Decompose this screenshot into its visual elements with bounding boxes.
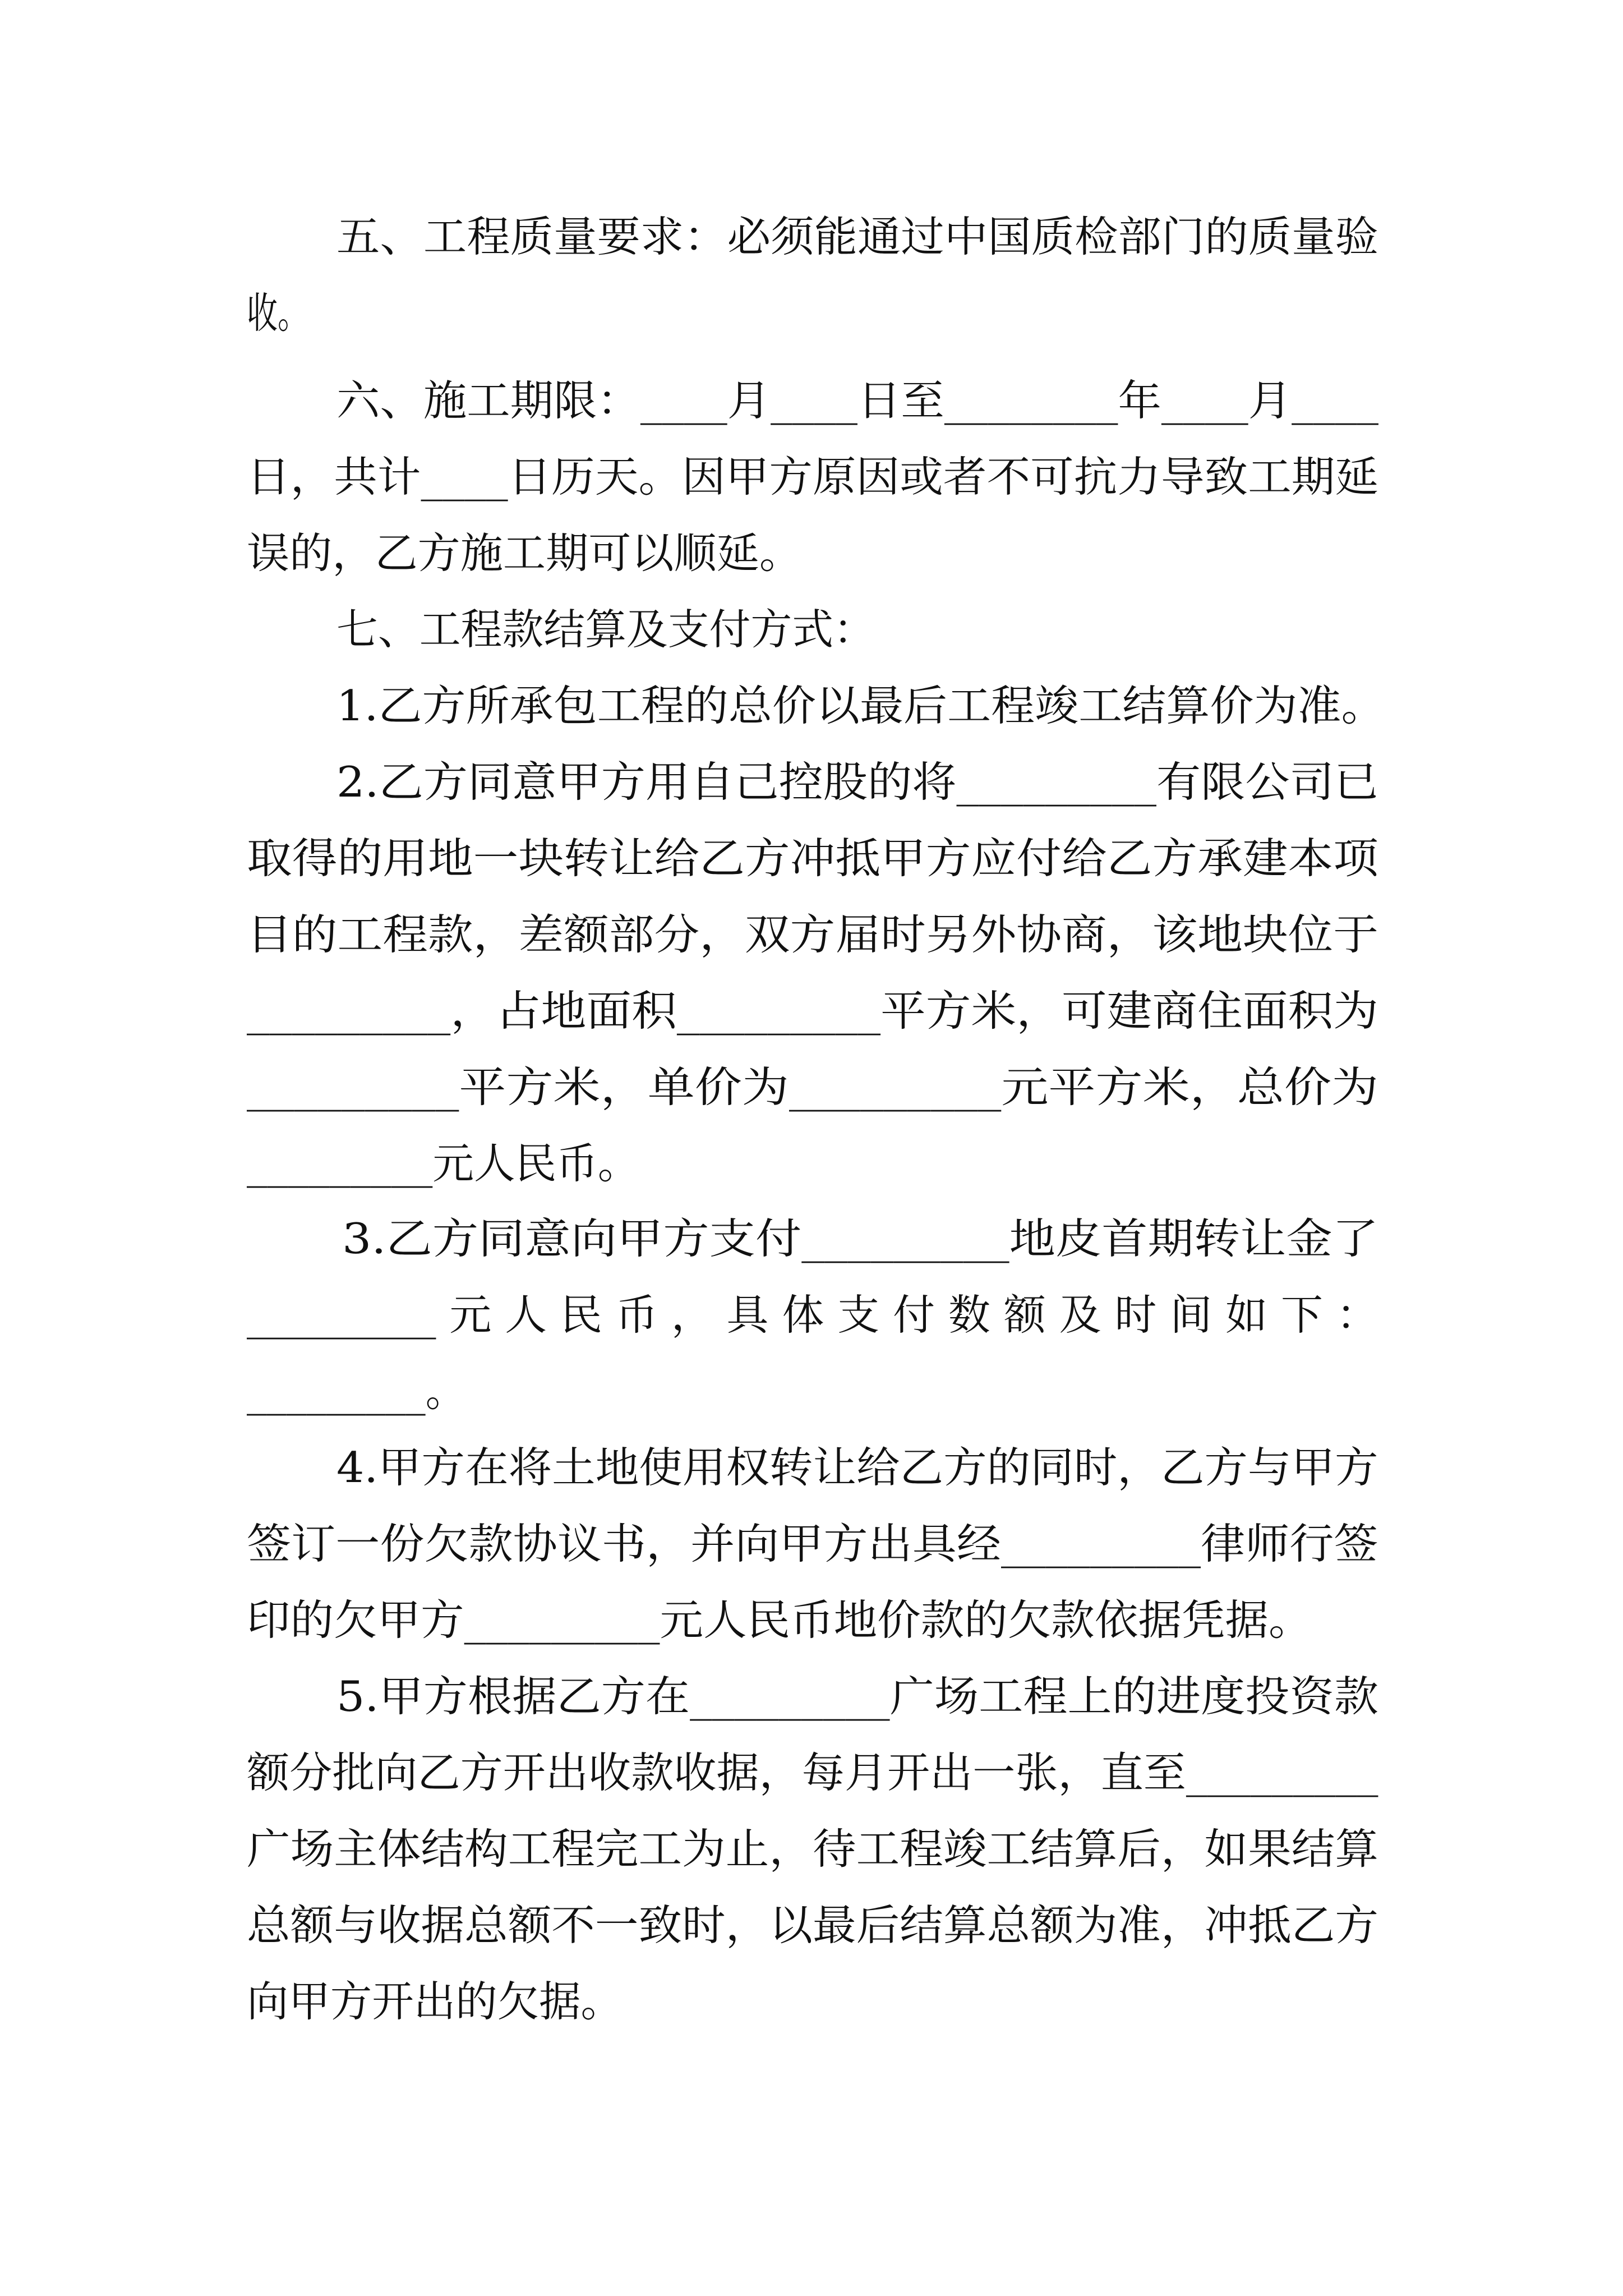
line-item-5-part-3: 广场主体结构工程完工为止，待工程竣工结算后，如果结算 [247,1824,1379,1874]
line-item-2-part-5: _________平方米，单价为_________元平方米，总价为 [247,1062,1379,1112]
line-item-5-part-2: 额分批向乙方开出收款收据，每月开出一张，直至_________ [247,1748,1378,1797]
line-clause-6-part-3: 误的，乙方施工期可以顺延。 [247,528,803,578]
line-item-2-part-4: _________，占地面积_________平方米，可建商住面积为 [247,986,1379,1036]
line-item-4-part-3: 印的欠甲方_________元人民币地价款的欠款依据凭据。 [247,1595,1312,1645]
line-clause-7-heading: 七、工程款结算及支付方式： [336,605,875,654]
line-item-3-part-3: _________。 [247,1366,465,1416]
line-clause-6-part-2: 日，共计____日历天。因甲方原因或者不可抗力导致工期延 [247,452,1379,501]
line-item-2-part-2: 取得的用地一块转让给乙方冲抵甲方应付给乙方承建本项 [247,834,1379,883]
line-clause-5-part-1: 五、工程质量要求：必须能通过中国质检部门的质量验 [336,212,1379,261]
line-item-3-part-2: _________ 元 人 民 币 ， 具 体 支 付 数 额 及 时 间 如 下 ： [247,1290,1378,1340]
line-item-4-part-1: 4.甲方在将土地使用权转让给乙方的同时，乙方与甲方 [336,1443,1378,1492]
line-item-2-part-1: 2.乙方同意甲方用自己控股的将_________有限公司已 [336,757,1379,807]
line-item-5-part-5: 向甲方开出的欠据。 [247,1977,623,2026]
line-item-4-part-2: 签订一份欠款协议书，并向甲方出具经_________律师行签 [247,1519,1378,1568]
line-item-5-part-4: 总额与收据总额不一致时，以最后结算总额为准，冲抵乙方 [247,1901,1379,1950]
line-item-2-part-3: 目的工程款，差额部分，双方届时另外协商，该地块位于 [247,910,1379,959]
line-item-1: 1.乙方所承包工程的总价以最后工程竣工结算价为准。 [336,681,1385,730]
line-item-3-part-1: 3.乙方同意向甲方支付_________地皮首期转让金了 [342,1214,1379,1263]
line-item-2-part-6: _________元人民币。 [247,1139,639,1188]
line-item-5-part-1: 5.甲方根据乙方在_________广场工程上的进度投资款 [336,1672,1379,1721]
line-clause-6-part-1: 六、施工期限：____月____日至________年____月____ [336,376,1379,425]
line-clause-5-part-2: 收。 [247,288,309,338]
